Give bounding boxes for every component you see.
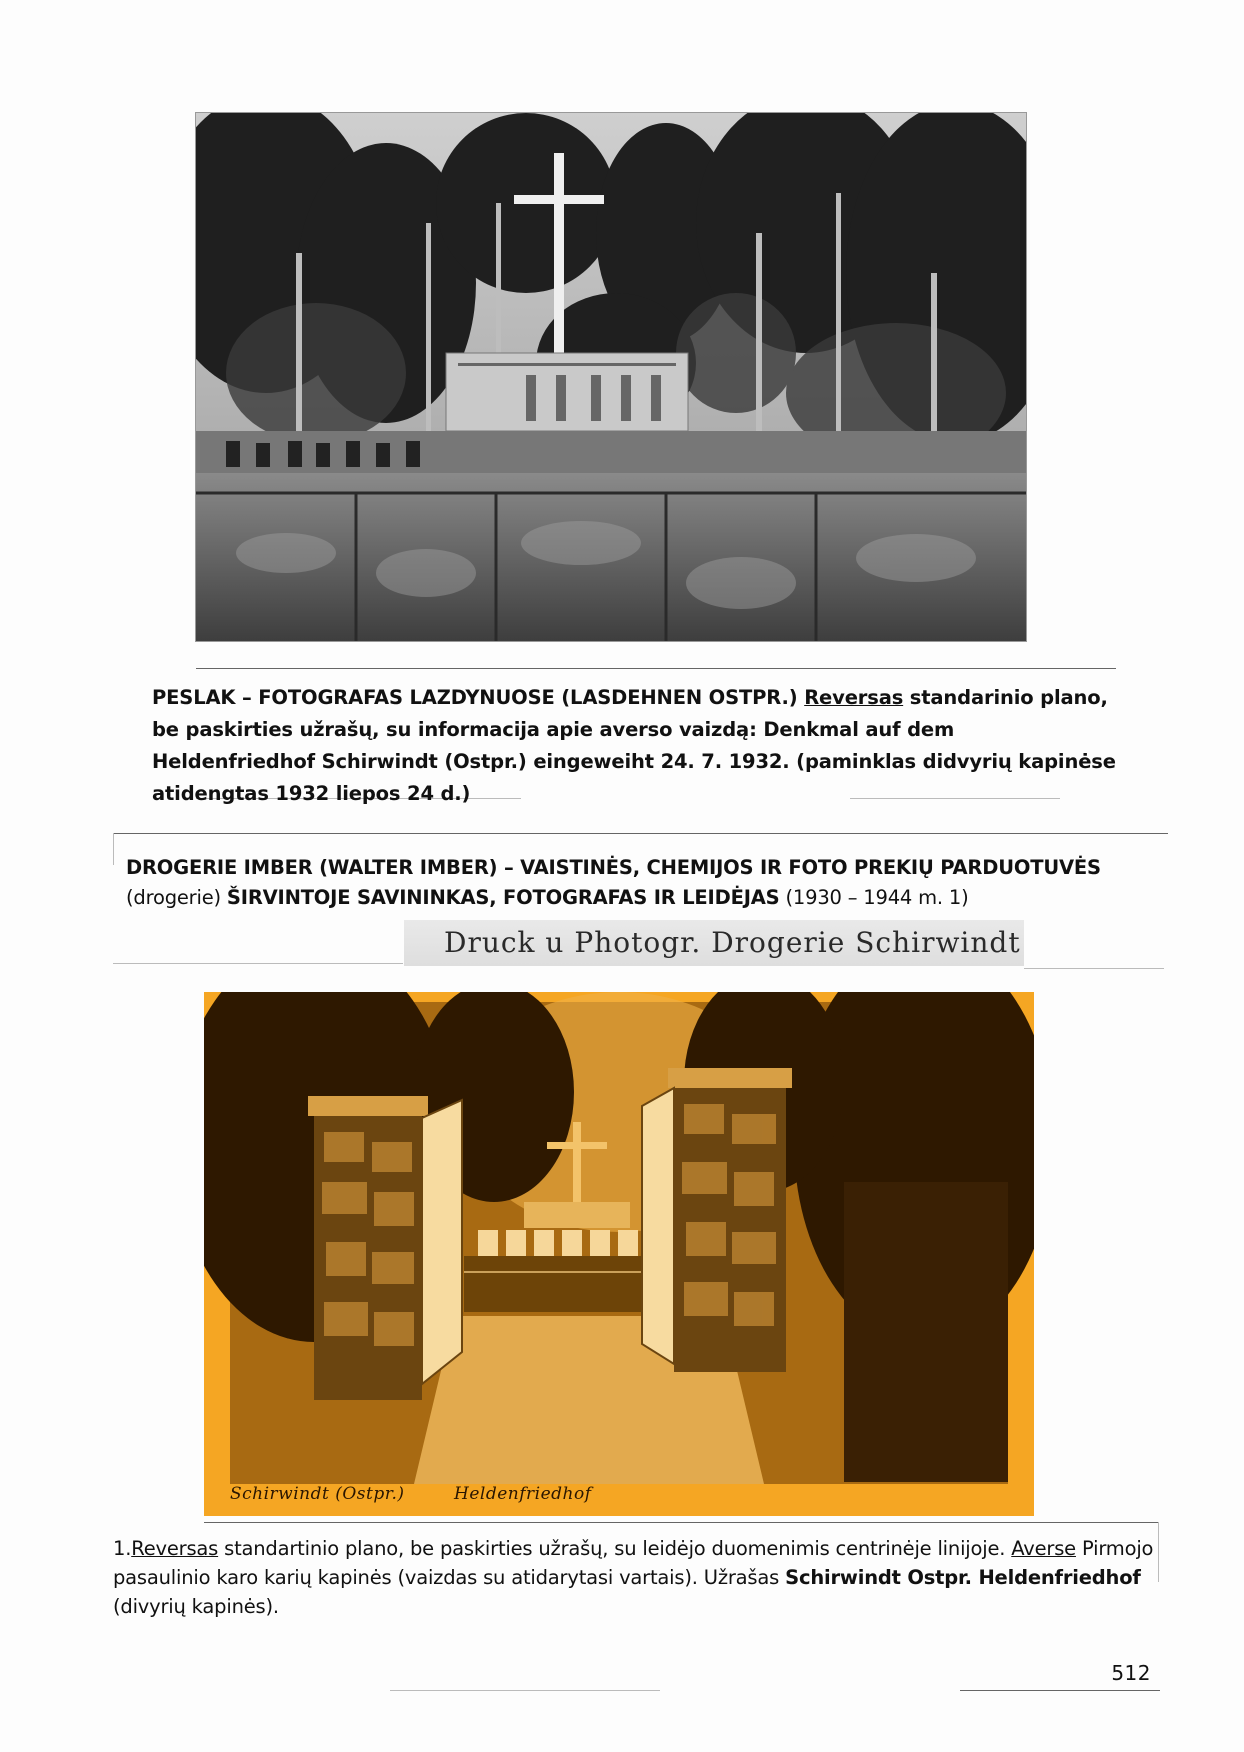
caption-averse: Averse xyxy=(1011,1537,1076,1560)
postcard-caption-town: Schirwindt (Ostpr.) xyxy=(230,1484,405,1504)
divider-rule xyxy=(113,833,114,865)
heading-drogerie-years: (1930 – 1944 m. 1) xyxy=(779,886,969,909)
imprint-strip: Druck u Photogr. Drogerie Schirwindt xyxy=(404,920,1024,966)
divider-rule xyxy=(1024,968,1164,969)
divider-rule xyxy=(113,833,1168,834)
caption-peslak-reversas: Reversas xyxy=(804,686,904,709)
caption-postcard-1 xyxy=(113,1534,1163,1621)
caption-text-3: (divyrių kapinės). xyxy=(113,1595,279,1618)
caption-peslak-text: standarinio plano, be paskirties užrašų, su informacija apie averso vaizdą: Denkmal auf dem Heldenfriedhof Schirwindt (Ostpr.) eingeweiht 24. 7. 1932. (paminklas didvyrių kapinėse atidengtas 1932 liepos 24 d.) xyxy=(152,686,1116,805)
divider-rule xyxy=(113,963,403,964)
heading-drogerie-line1: DROGERIE IMBER (WALTER IMBER) – VAISTINĖS, CHEMIJOS IR FOTO PREKIŲ PARDUOTUVĖS xyxy=(126,856,1101,879)
heading-drogerie-label: (drogerie) xyxy=(126,886,227,909)
caption-peslak-lead: PESLAK – FOTOGRAFAS LAZDYNUOSE (LASDEHNEN OSTPR.) xyxy=(152,686,805,709)
caption-inscription: Schirwindt Ostpr. Heldenfriedhof xyxy=(785,1566,1141,1589)
caption-item-number: 1. xyxy=(113,1537,132,1560)
divider-rule xyxy=(960,1690,1160,1691)
divider-rule xyxy=(390,1690,660,1691)
caption-text-2: Pirmojo pasaulinio karo karių kapinės (vaizdas su atidarytasi vartais). Užrašas xyxy=(113,1537,1154,1589)
memorial-photo-bw xyxy=(196,113,1026,641)
caption-text-1: standartinio plano, be paskirties užrašų, su leidėjo duomenimis centrinėje linijoje. xyxy=(218,1537,1012,1560)
divider-rule xyxy=(196,668,1116,669)
heading-drogerie-imber xyxy=(126,853,1166,913)
caption-peslak xyxy=(152,682,1122,810)
divider-rule xyxy=(204,1522,1159,1523)
heading-drogerie-line2: ŠIRVINTOJE SAVININKAS, FOTOGRAFAS IR LEIDĖJAS xyxy=(226,886,780,909)
postcard-caption-cemetery: Heldenfriedhof xyxy=(454,1484,592,1504)
cemetery-gate-photo-sepia xyxy=(204,992,1034,1516)
page-number: 512 xyxy=(1111,1661,1151,1685)
caption-reversas: Reversas xyxy=(131,1537,219,1560)
